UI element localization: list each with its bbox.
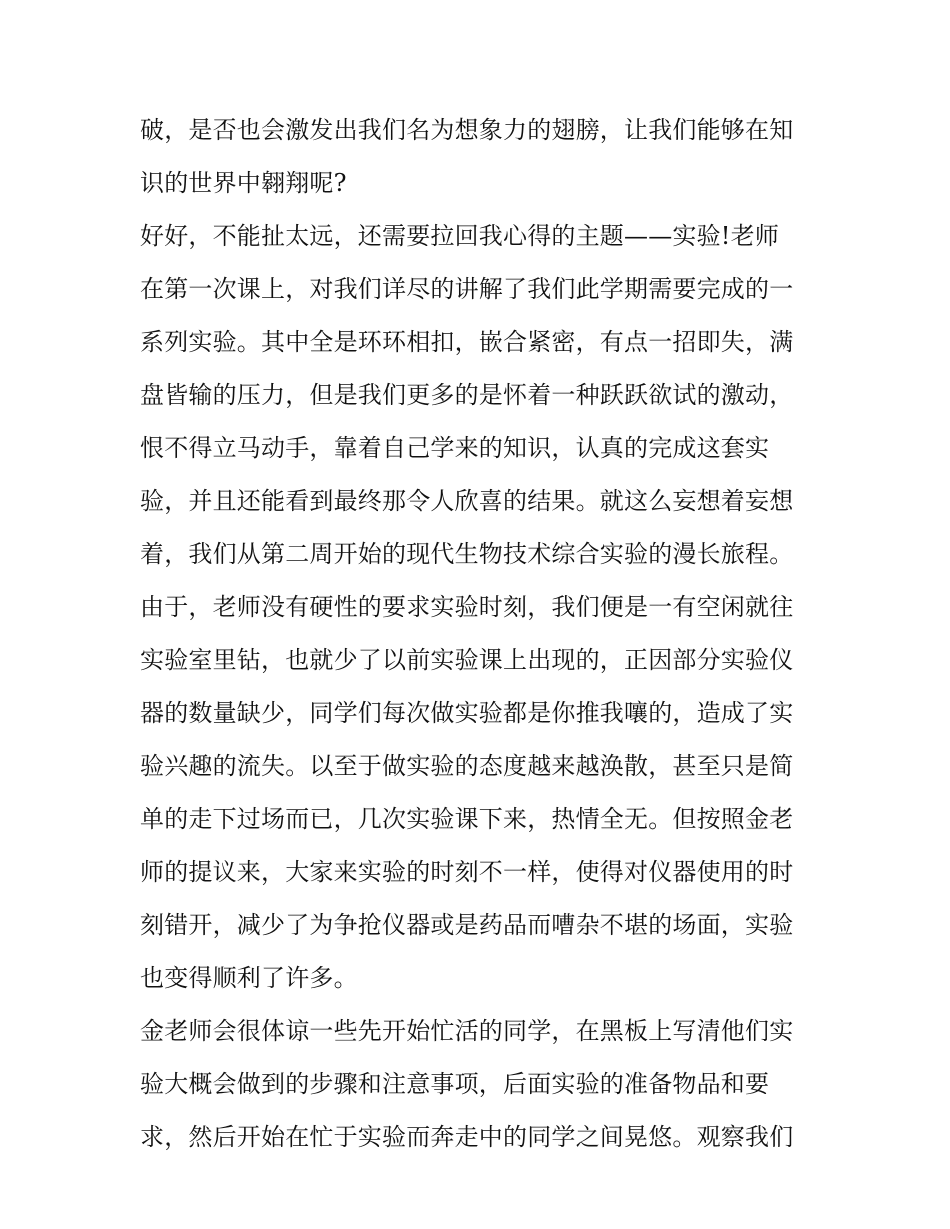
text-line: 金老师会很体谅一些先开始忙活的同学，在黑板上写清他们实 bbox=[140, 1017, 794, 1045]
text-line: 系列实验。其中全是环环相扣，嵌合紧密，有点一招即失，满 bbox=[140, 328, 794, 356]
text-line: 好好，不能扯太远，还需要拉回我心得的主题——实验!老师 bbox=[140, 222, 780, 250]
text-line: 求，然后开始在忙于实验而奔走中的同学之间晃悠。观察我们 bbox=[140, 1123, 794, 1151]
text-line: 验大概会做到的步骤和注意事项，后面实验的准备物品和要 bbox=[140, 1070, 770, 1098]
body-text bbox=[140, 104, 820, 1164]
text-line: 由于，老师没有硬性的要求实验时刻，我们便是一有空闲就往 bbox=[140, 593, 794, 621]
text-line: 识的世界中翱翔呢? bbox=[140, 169, 347, 197]
text-line: 单的走下过场而已，几次实验课下来，热情全无。但按照金老 bbox=[140, 805, 794, 833]
text-line: 也变得顺利了许多。 bbox=[140, 964, 358, 992]
text-line: 实验室里钻，也就少了以前实验课上出现的，正因部分实验仪 bbox=[140, 646, 794, 674]
text-line: 恨不得立马动手，靠着自己学来的知识，认真的完成这套实 bbox=[140, 434, 770, 462]
text-line: 破，是否也会激发出我们名为想象力的翅膀，让我们能够在知 bbox=[140, 116, 794, 144]
text-line: 刻错开，减少了为争抢仪器或是药品而嘈杂不堪的场面，实验 bbox=[140, 911, 794, 939]
text-line: 验兴趣的流失。以至于做实验的态度越来越涣散，甚至只是简 bbox=[140, 752, 794, 780]
text-line: 器的数量缺少，同学们每次做实验都是你推我嚷的，造成了实 bbox=[140, 699, 794, 727]
text-line: 师的提议来，大家来实验的时刻不一样，使得对仪器使用的时 bbox=[140, 858, 794, 886]
text-line: 着，我们从第二周开始的现代生物技术综合实验的漫长旅程。 bbox=[140, 540, 794, 568]
text-line: 在第一次课上，对我们详尽的讲解了我们此学期需要完成的一 bbox=[140, 275, 794, 303]
text-line: 盘皆输的压力，但是我们更多的是怀着一种跃跃欲试的激动， bbox=[140, 381, 794, 409]
text-line: 验，并且还能看到最终那令人欣喜的结果。就这么妄想着妄想 bbox=[140, 487, 794, 515]
